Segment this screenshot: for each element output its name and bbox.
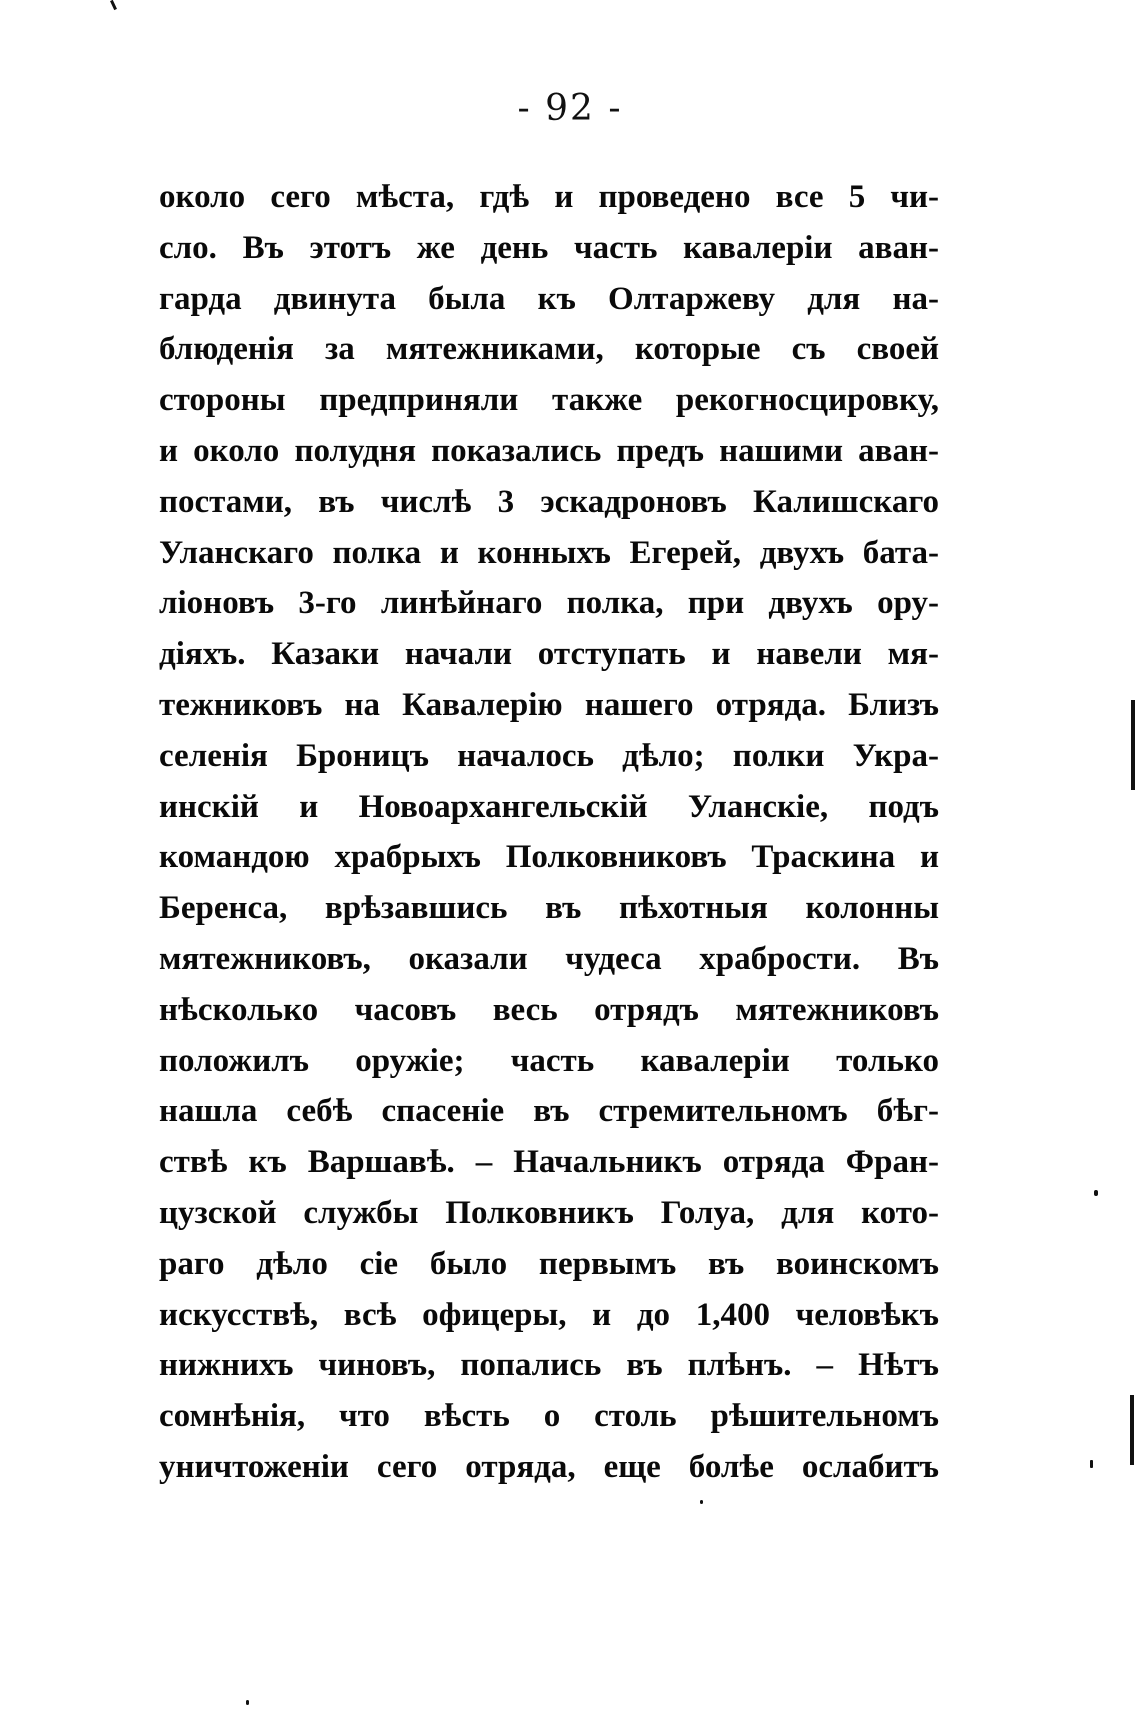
text-line: и около полудня показались предъ нашими аван- <box>159 432 939 469</box>
text-line: ствѣ къ Варшавѣ. – Начальникъ отряда Фран- <box>159 1144 939 1181</box>
text-line: нѣсколько часовъ весь отрядъ мятежниковъ <box>159 991 939 1028</box>
text-line: гарда двинута была къ Олтаржеву для на- <box>159 280 939 317</box>
text-line: нижнихъ чиновъ, попались въ плѣнъ. – Нѣтъ <box>159 1347 939 1384</box>
text-line: тежниковъ на Кавалерію нашего отряда. Близъ <box>159 686 939 723</box>
scan-artifact <box>1130 1395 1134 1465</box>
text-line: нашла себѣ спасеніе въ стремительномъ бѣг- <box>159 1093 939 1130</box>
text-line: ліоновъ 3-го линѣйнаго полка, при двухъ ору- <box>159 585 939 622</box>
text-line: около сего мѣста, гдѣ и проведено все 5 чи- <box>159 179 939 215</box>
text-line: командою храбрыхъ Полковниковъ Траскина и <box>159 839 939 876</box>
text-line: положилъ оружіе; часть кавалеріи только <box>159 1042 939 1079</box>
scan-artifact <box>1131 700 1135 790</box>
scan-artifact <box>110 0 117 10</box>
text-line: цузской службы Полковникъ Голуа, для кото- <box>159 1194 939 1231</box>
text-line: сло. Въ этотъ же день часть кавалеріи аван- <box>159 229 939 266</box>
scan-artifact <box>1090 1460 1093 1468</box>
text-line: селенія Броницъ началось дѣло; полки Укра- <box>159 737 939 774</box>
text-line: искусствѣ, всѣ офицеры, и до 1,400 человѣкъ <box>159 1296 939 1333</box>
page-number: - 92 - <box>517 88 623 129</box>
scan-artifact <box>246 1700 249 1705</box>
text-line: уничтоженіи сего отряда, еще болѣе ослабитъ <box>159 1448 939 1485</box>
text-line: блюденія за мятежниками, которые съ своей <box>159 331 939 368</box>
text-line: инскій и Новоархангельскій Уланскіе, подъ <box>159 788 939 825</box>
scan-artifact <box>1094 1190 1098 1196</box>
text-line: постами, въ числѣ 3 эскадроновъ Калишскаго <box>159 483 939 520</box>
text-line: Уланскаго полка и конныхъ Егерей, двухъ бата- <box>159 534 939 571</box>
text-line: мятежниковъ, оказали чудеса храбрости. Въ <box>159 940 939 977</box>
text-line: раго дѣло сіе было первымъ въ воинскомъ <box>159 1245 939 1282</box>
text-line: Беренса, врѣзавшись въ пѣхотныя колонны <box>159 890 939 927</box>
text-line: діяхъ. Казаки начали отступать и навели мя- <box>159 636 939 673</box>
text-line: стороны предприняли также рекогносцировку, <box>159 382 939 419</box>
body-text <box>159 172 939 1493</box>
scan-artifact <box>700 1500 703 1504</box>
text-line: сомнѣнія, что вѣсть о столь рѣшительномъ <box>159 1398 939 1435</box>
